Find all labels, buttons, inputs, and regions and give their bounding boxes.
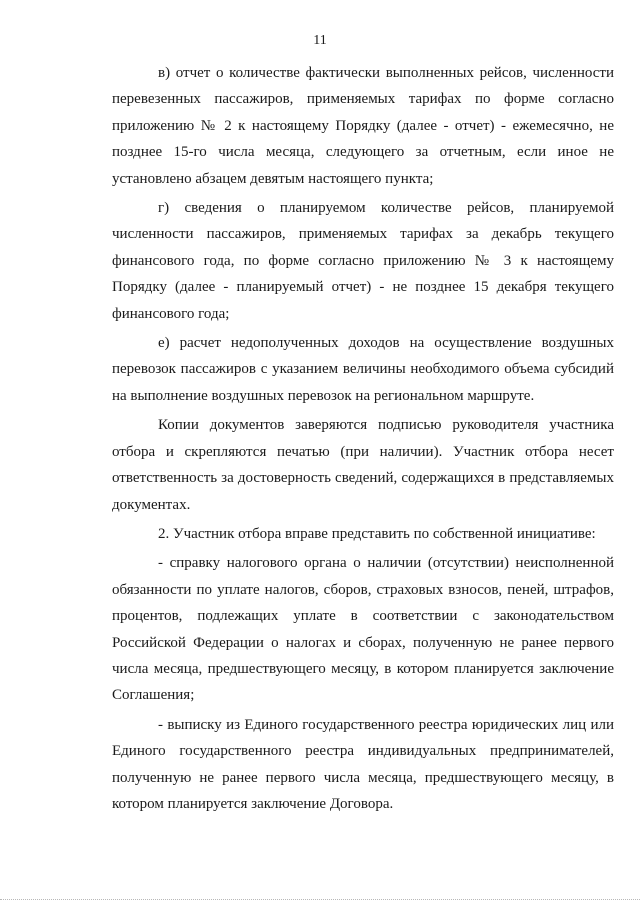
document-body [112,60,614,820]
paragraph-copies-certification: Копии документов заверяются подписью руководителя участника отбора и скрепляются печатью (при наличии). Участник отбора несет ответственность за достоверность сведений, содержащихся в представляемых документах. [112,417,614,513]
page-bottom-edge [0,899,640,900]
paragraph-tax-certificate: - справку налогового органа о наличии (отсутствии) неисполненной обязанности по уплате налогов, сборов, страховых взносов, пеней, штрафов, процентов, подлежащих уплате в соответствии с законодательством Российской Федерации о налогах и сборах, полученную не ранее первого числа месяца, предшествующего месяцу, в котором планируется заключение Соглашения; [112,555,614,704]
paragraph-report: в) отчет о количестве фактически выполненных рейсов, численности перевезенных пассажиров, применяемых тарифах по форме согласно приложению № 2 к настоящему Порядку (далее - отчет) - ежемесячно, не позднее 15-го числа месяца, следующего за отчетным, если иное не установлено абзацем девятым настоящего пункта; [112,65,614,187]
paragraph-lost-income-calculation: е) расчет недополученных доходов на осуществление воздушных перевозок пассажиров с указанием величины необходимого объема субсидий на выполнение воздушных перевозок на региональном маршруте. [112,335,614,404]
paragraph-registry-extract: - выписку из Единого государственного реестра юридических лиц или Единого государственного реестра индивидуальных предпринимателей, полученную не ранее первого числа месяца, предшествующего месяцу, в котором планируется заключение Договора. [112,716,614,812]
paragraph-own-initiative: 2. Участник отбора вправе представить по собственной инициативе: [158,525,596,542]
paragraph-planned-info: г) сведения о планируемом количестве рейсов, планируемой численности пассажиров, применяемых тарифах за декабрь текущего финансового года, по форме согласно приложению № 3 к настоящему Порядку (далее - планируемый отчет) - не позднее 15 декабря текущего финансового года; [112,200,614,322]
page-number: 11 [313,33,327,48]
